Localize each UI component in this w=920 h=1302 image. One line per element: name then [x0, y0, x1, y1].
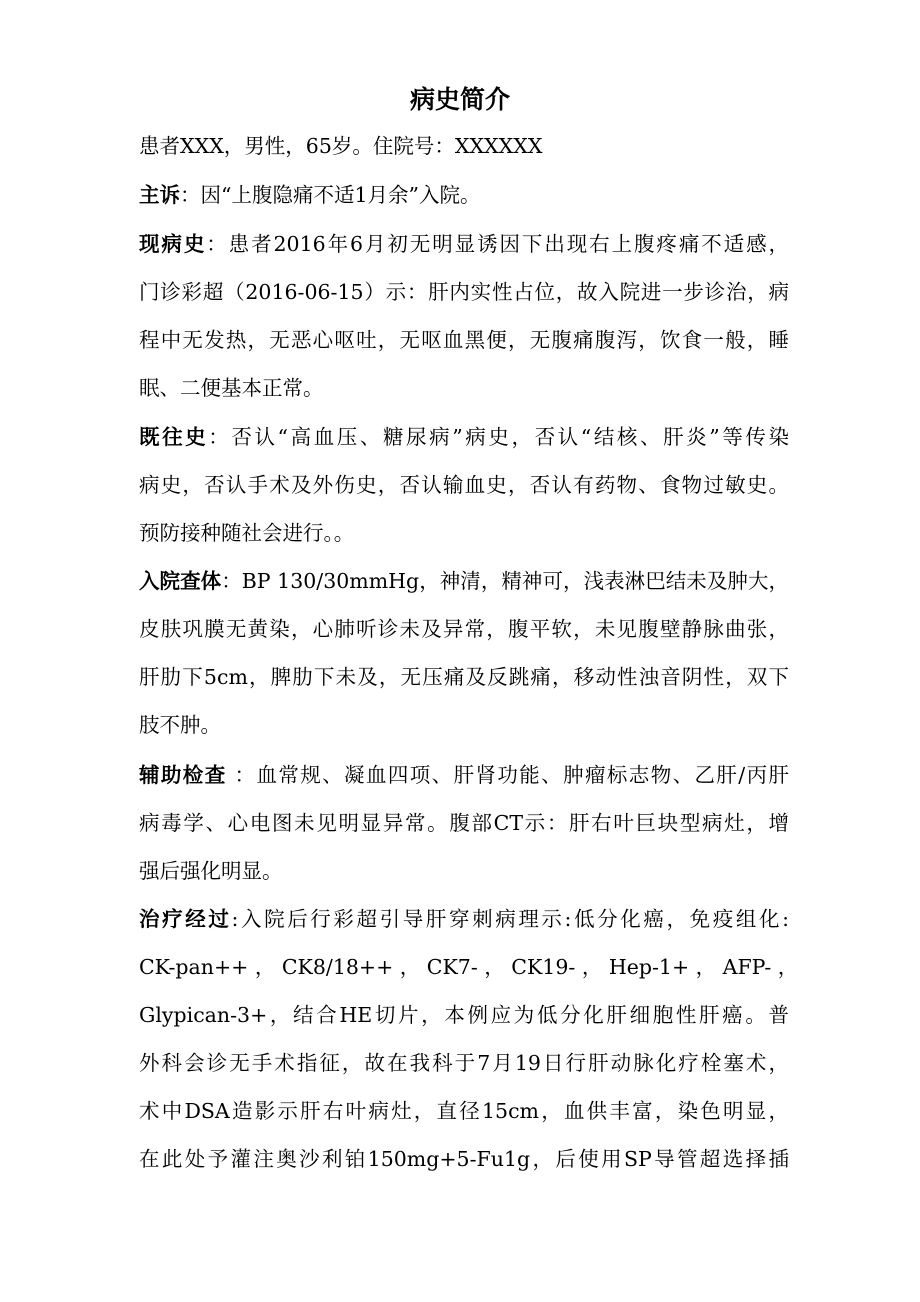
present-history-text: ：患者2016年6月初无明显诱因下出现右上腹疼痛不适感， — [206, 232, 790, 256]
chief-complaint — [139, 180, 789, 210]
past-history-text: ：否认“高血压、糖尿病”病史，否认“结核、肝炎”等传染 — [208, 425, 790, 449]
physical-exam-line: 肝肋下5cm，脾肋下未及，无压痛及反跳痛，移动性浊音阴性，双下 — [139, 665, 789, 689]
physical-exam-text: ：BP 130/30mmHg，神清，精神可，浅表淋巴结未及肿大， — [221, 569, 789, 593]
patient-info: 患者XXX，男性，65岁。住院号：XXXXXX — [139, 134, 543, 158]
document-title: 病史简介 — [409, 85, 510, 114]
past-history-label: 既往史 — [139, 425, 209, 449]
auxiliary-exam-label: 辅助检查 — [139, 763, 227, 787]
auxiliary-exam-line: 强后强化明显。 — [139, 859, 283, 883]
treatment-line: 外科会诊无手术指征，故在我科于7月19日行肝动脉化疗栓塞术， — [139, 1051, 789, 1075]
past-history-line — [139, 422, 789, 452]
treatment-line: 在此处予灌注奥沙利铂150mg+5-Fu1g，后使用SP导管超选择插 — [139, 1147, 789, 1171]
present-history-line: 门诊彩超（2016-06-15）示：肝内实性占位，故入院进一步诊治，病 — [139, 280, 789, 304]
physical-exam-line — [139, 566, 789, 596]
present-history-line: 程中无发热，无恶心呕吐，无呕血黑便，无腹痛腹泻，饮食一般，睡 — [139, 328, 789, 352]
treatment-line: CK-pan++ ， CK8/18++ ， CK7- ， CK19- ， Hep-1+ ， AFP- ， — [139, 955, 799, 979]
present-history-label: 现病史 — [139, 232, 207, 256]
chief-complaint-text: ：因“上腹隐痛不适1月余”入院。 — [180, 183, 481, 207]
physical-exam-line: 肢不肿。 — [139, 713, 221, 737]
treatment-line — [139, 904, 789, 934]
physical-exam-label: 入院查体 — [139, 569, 222, 593]
past-history-line: 病史，否认手术及外伤史，否认输血史，否认有药物、食物过敏史。 — [139, 473, 789, 497]
present-history-line — [139, 229, 789, 259]
present-history-line: 眠、二便基本正常。 — [139, 376, 324, 400]
treatment-text: :入院后行彩超引导肝穿刺病理示:低分化癌，免疫组化: — [231, 907, 789, 931]
treatment-label: 治疗经过 — [139, 907, 232, 931]
past-history-line: 预防接种随社会进行。。 — [139, 521, 355, 545]
physical-exam-line: 皮肤巩膜无黄染，心肺听诊未及异常，腹平软，未见腹壁静脉曲张， — [139, 617, 789, 641]
treatment-line: Glypican-3+，结合HE切片，本例应为低分化肝细胞性肝癌。普 — [139, 1003, 789, 1027]
treatment-line: 术中DSA造影示肝右叶病灶，直径15cm，血供丰富，染色明显， — [139, 1099, 789, 1123]
auxiliary-exam-line — [139, 760, 789, 790]
auxiliary-exam-text: ：血常规、凝血四项、肝肾功能、肿瘤标志物、乙肝/丙肝 — [226, 763, 790, 787]
auxiliary-exam-line: 病毒学、心电图未见明显异常。腹部CT示：肝右叶巨块型病灶，增 — [139, 811, 789, 835]
chief-complaint-label: 主诉 — [139, 183, 180, 207]
